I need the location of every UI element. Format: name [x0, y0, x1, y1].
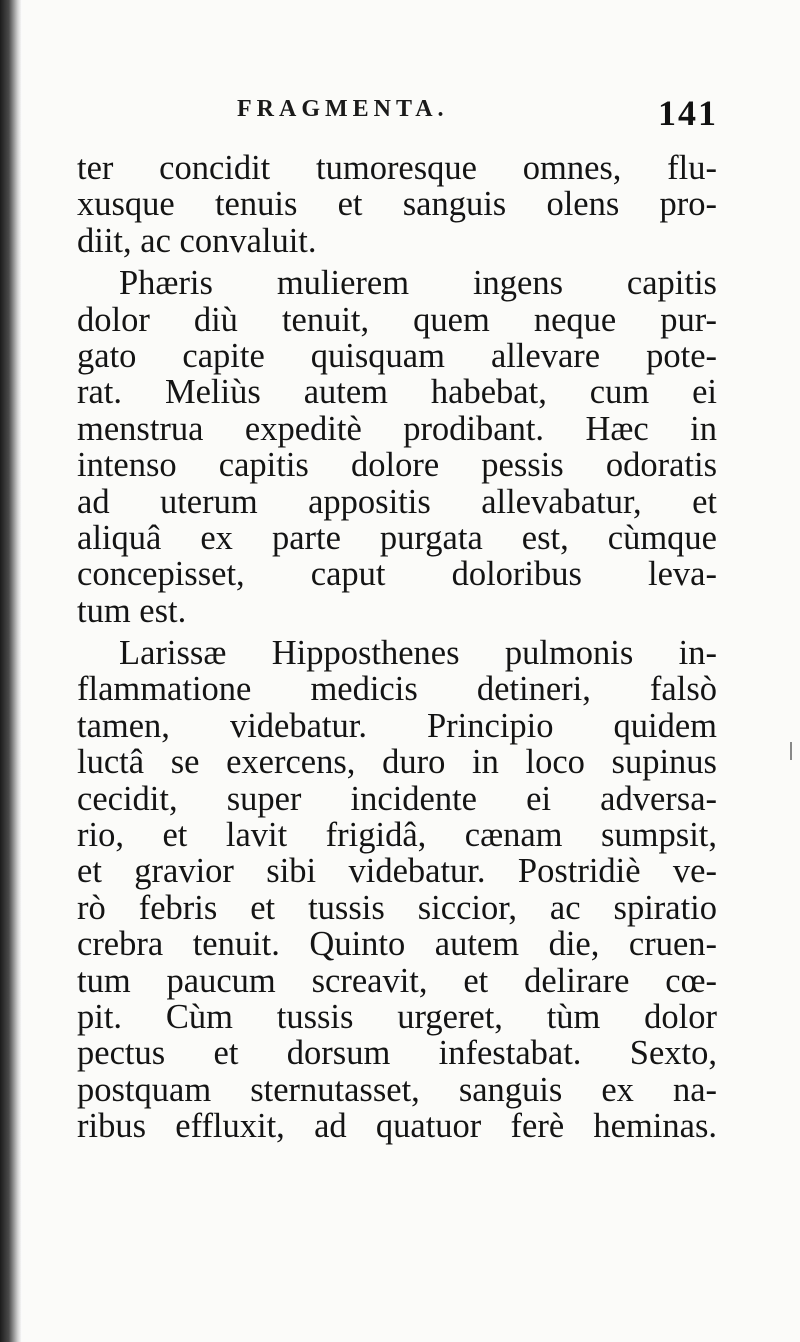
text-line: ad uterum appositis allevabatur, et	[77, 482, 717, 521]
text-line: rat. Meliùs autem habebat, cum ei	[77, 373, 717, 412]
book-page	[22, 0, 800, 1342]
text-line: menstrua expeditè prodibant. Hæc in	[77, 409, 717, 448]
text-line: aliquâ ex parte purgata est, cùmque	[77, 518, 717, 557]
text-line: Larissæ Hipposthenes pulmonis in-	[119, 634, 717, 673]
text-line: tum paucum screavit, et delirare cœ-	[77, 961, 717, 1000]
text-line: rò febris et tussis siccior, ac spiratio	[77, 888, 717, 927]
running-head	[22, 92, 800, 142]
paragraph	[77, 265, 717, 629]
text-line: tum est.	[77, 591, 187, 630]
text-line: rio, et lavit frigidâ, cænam sumpsit,	[77, 816, 717, 855]
scan-edge-shadow	[0, 0, 22, 1342]
body-text	[77, 150, 717, 1145]
text-line: ribus effluxit, ad quatuor ferè heminas.	[77, 1107, 717, 1146]
text-line: diit, ac convaluit.	[77, 221, 317, 260]
text-line: concepisset, caput doloribus leva-	[77, 555, 717, 594]
text-line: tamen, videbatur. Principio quidem	[77, 706, 717, 745]
paragraph	[77, 150, 717, 259]
text-line: pectus et dorsum infestabat. Sexto,	[77, 1034, 717, 1073]
text-line: postquam sternutasset, sanguis ex na-	[77, 1070, 717, 1109]
text-line: xusque tenuis et sanguis olens pro-	[77, 185, 717, 224]
running-head-title: FRAGMENTA.	[237, 96, 449, 122]
text-line: cecidit, super incidente ei adversa-	[77, 779, 717, 818]
stray-ink-mark	[790, 742, 792, 760]
text-line: pit. Cùm tussis urgeret, tùm dolor	[77, 997, 717, 1036]
text-line: gato capite quisquam allevare pote-	[77, 336, 717, 375]
page-number: 141	[658, 93, 718, 133]
text-line: dolor diù tenuit, quem neque pur-	[77, 300, 717, 339]
text-line: flammatione medicis detineri, falsò	[77, 670, 717, 709]
text-line: ter concidit tumoresque omnes, flu-	[77, 149, 717, 187]
text-line: intenso capitis dolore pessis odoratis	[77, 446, 717, 485]
text-line: et gravior sibi videbatur. Postridiè ve-	[77, 852, 717, 891]
text-line: luctâ se exercens, duro in loco supinus	[77, 743, 717, 782]
text-line: Phæris mulierem ingens capitis	[119, 264, 717, 303]
text-line: crebra tenuit. Quinto autem die, cruen-	[77, 925, 717, 964]
paragraph	[77, 635, 717, 1144]
